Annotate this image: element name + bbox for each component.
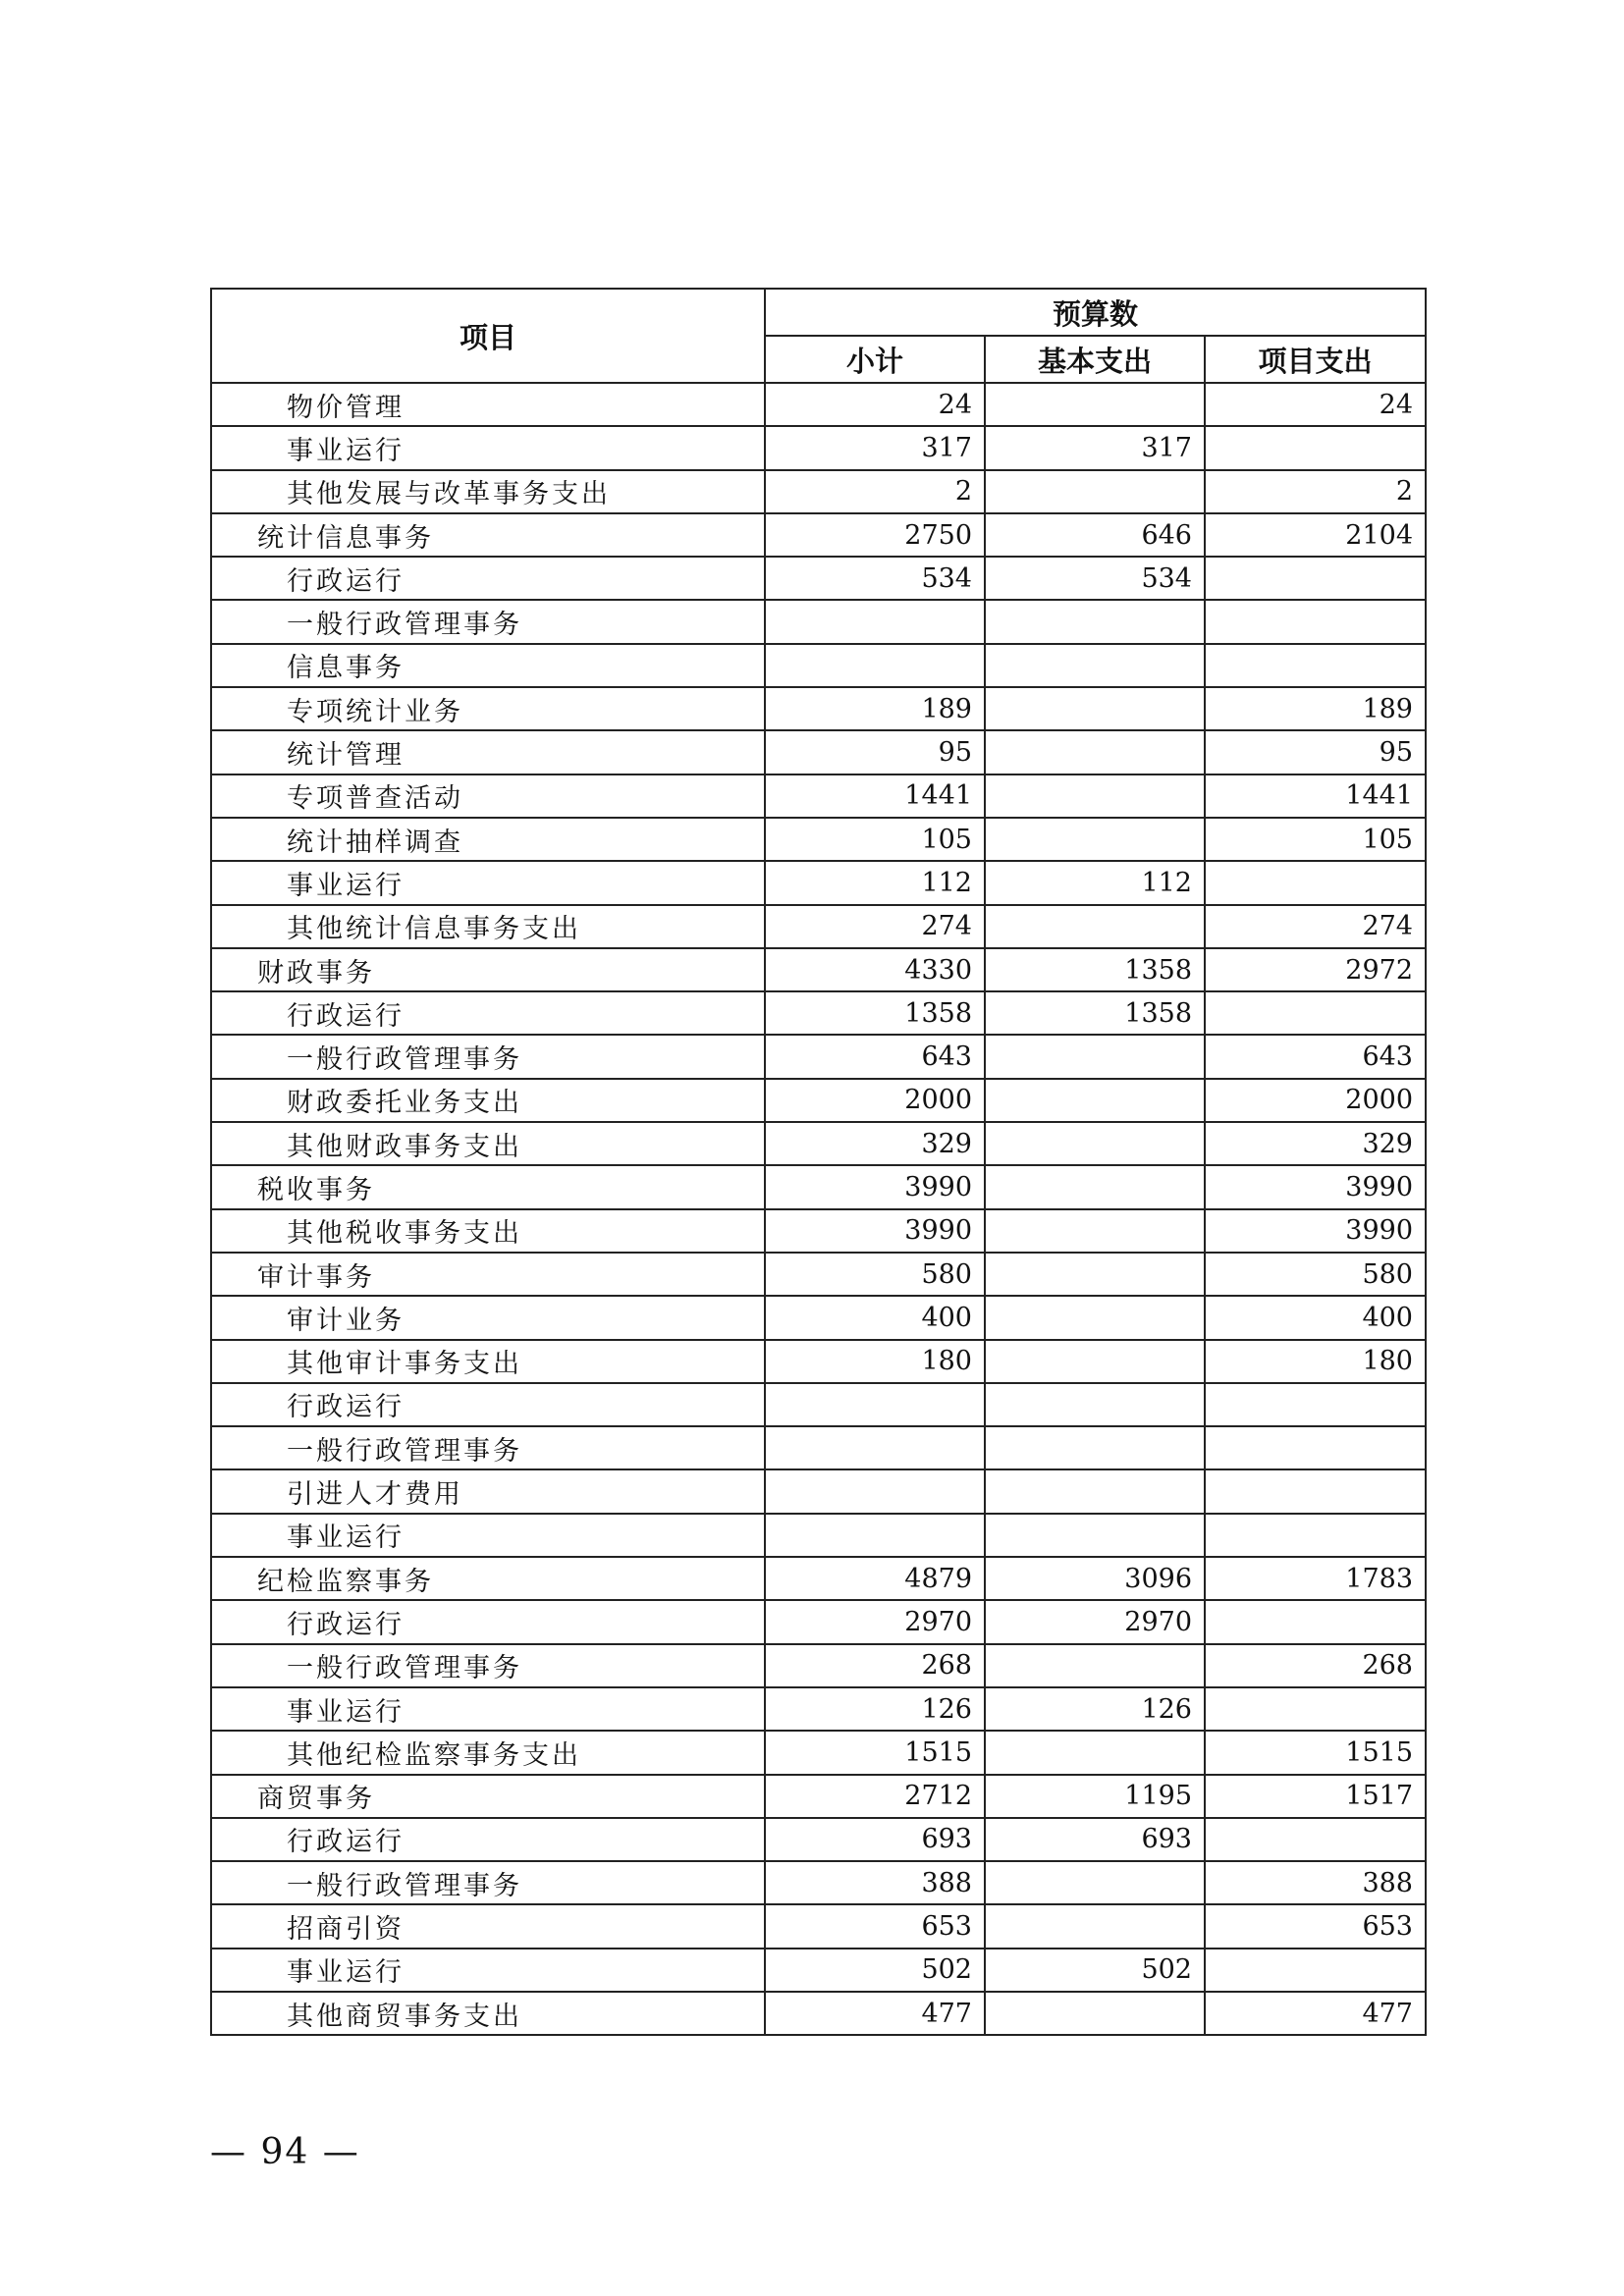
row-item-name: 专项统计业务	[211, 687, 765, 730]
row-item-name: 事业运行	[211, 426, 765, 469]
row-project	[1205, 1600, 1426, 1643]
row-basic	[985, 1340, 1205, 1383]
row-subtotal: 180	[765, 1340, 985, 1383]
table-row	[211, 600, 1426, 643]
header-project: 项目支出	[1205, 336, 1426, 383]
table-row	[211, 1818, 1426, 1861]
row-project	[1205, 1383, 1426, 1426]
row-item-name: 事业运行	[211, 1514, 765, 1557]
table-row	[211, 905, 1426, 948]
table-row	[211, 1035, 1426, 1078]
row-basic	[985, 1992, 1205, 2035]
row-project: 388	[1205, 1861, 1426, 1904]
row-project: 95	[1205, 730, 1426, 774]
row-item-name: 审计业务	[211, 1296, 765, 1339]
table-row	[211, 1079, 1426, 1122]
row-basic	[985, 1731, 1205, 1774]
row-item-name: 行政运行	[211, 1600, 765, 1643]
row-basic	[985, 818, 1205, 861]
row-subtotal: 126	[765, 1687, 985, 1731]
row-project	[1205, 1949, 1426, 1992]
row-project: 643	[1205, 1035, 1426, 1078]
row-subtotal: 388	[765, 1861, 985, 1904]
row-item-name: 一般行政管理事务	[211, 1426, 765, 1469]
table-row	[211, 1687, 1426, 1731]
header-basic: 基本支出	[985, 336, 1205, 383]
row-subtotal: 4330	[765, 948, 985, 991]
row-subtotal: 317	[765, 426, 985, 469]
table-row	[211, 1949, 1426, 1992]
table-row	[211, 948, 1426, 991]
table-row	[211, 1731, 1426, 1774]
row-basic	[985, 383, 1205, 426]
row-subtotal: 653	[765, 1904, 985, 1948]
table-body	[211, 383, 1426, 2035]
page-number: — 94 —	[210, 2132, 360, 2172]
row-basic: 1358	[985, 991, 1205, 1035]
row-project	[1205, 1687, 1426, 1731]
row-subtotal: 477	[765, 1992, 985, 2035]
header-subtotal: 小计	[765, 336, 985, 383]
row-project: 400	[1205, 1296, 1426, 1339]
row-subtotal	[765, 1469, 985, 1513]
table-row	[211, 1557, 1426, 1600]
table-row	[211, 1644, 1426, 1687]
table-row	[211, 1340, 1426, 1383]
row-item-name: 招商引资	[211, 1904, 765, 1948]
table-row	[211, 818, 1426, 861]
table-row	[211, 1469, 1426, 1513]
row-item-name: 一般行政管理事务	[211, 1035, 765, 1078]
row-basic: 317	[985, 426, 1205, 469]
table-row	[211, 470, 1426, 513]
row-item-name: 行政运行	[211, 1818, 765, 1861]
row-project: 1783	[1205, 1557, 1426, 1600]
row-subtotal: 329	[765, 1122, 985, 1165]
row-project: 580	[1205, 1253, 1426, 1296]
row-item-name: 一般行政管理事务	[211, 600, 765, 643]
row-subtotal: 2000	[765, 1079, 985, 1122]
table-row	[211, 513, 1426, 557]
row-subtotal: 643	[765, 1035, 985, 1078]
row-subtotal: 2970	[765, 1600, 985, 1643]
row-project: 3990	[1205, 1165, 1426, 1208]
row-basic	[985, 1426, 1205, 1469]
row-project: 268	[1205, 1644, 1426, 1687]
row-subtotal: 2	[765, 470, 985, 513]
row-project	[1205, 600, 1426, 643]
table-row	[211, 1296, 1426, 1339]
row-project: 105	[1205, 818, 1426, 861]
row-subtotal	[765, 1383, 985, 1426]
row-subtotal: 274	[765, 905, 985, 948]
table-row	[211, 861, 1426, 904]
row-basic	[985, 687, 1205, 730]
row-basic	[985, 600, 1205, 643]
header-budget-group: 预算数	[765, 289, 1426, 336]
row-project: 180	[1205, 1340, 1426, 1383]
table-row	[211, 1122, 1426, 1165]
row-basic	[985, 1904, 1205, 1948]
table-row	[211, 557, 1426, 600]
row-basic	[985, 905, 1205, 948]
row-basic	[985, 1122, 1205, 1165]
row-basic	[985, 1079, 1205, 1122]
row-item-name: 物价管理	[211, 383, 765, 426]
row-item-name: 行政运行	[211, 1383, 765, 1426]
row-basic	[985, 1296, 1205, 1339]
row-basic	[985, 1165, 1205, 1208]
table-row	[211, 1253, 1426, 1296]
row-project: 1515	[1205, 1731, 1426, 1774]
row-item-name: 行政运行	[211, 557, 765, 600]
row-item-name: 其他审计事务支出	[211, 1340, 765, 1383]
row-basic: 693	[985, 1818, 1205, 1861]
row-basic: 1358	[985, 948, 1205, 991]
row-subtotal: 1358	[765, 991, 985, 1035]
row-subtotal: 4879	[765, 1557, 985, 1600]
row-project	[1205, 1514, 1426, 1557]
row-subtotal: 534	[765, 557, 985, 600]
row-basic	[985, 1209, 1205, 1253]
row-project	[1205, 991, 1426, 1035]
budget-table	[210, 288, 1427, 2036]
row-project: 2104	[1205, 513, 1426, 557]
row-subtotal: 3990	[765, 1209, 985, 1253]
row-item-name: 财政事务	[211, 948, 765, 991]
row-subtotal: 502	[765, 1949, 985, 1992]
row-subtotal: 580	[765, 1253, 985, 1296]
table-row	[211, 1992, 1426, 2035]
row-basic	[985, 1514, 1205, 1557]
row-item-name: 专项普查活动	[211, 774, 765, 818]
row-project: 1441	[1205, 774, 1426, 818]
row-subtotal: 2712	[765, 1775, 985, 1818]
row-basic	[985, 1383, 1205, 1426]
row-basic	[985, 1469, 1205, 1513]
row-item-name: 审计事务	[211, 1253, 765, 1296]
row-subtotal: 24	[765, 383, 985, 426]
row-item-name: 事业运行	[211, 861, 765, 904]
table-row	[211, 1209, 1426, 1253]
row-project: 1517	[1205, 1775, 1426, 1818]
row-item-name: 统计抽样调查	[211, 818, 765, 861]
row-item-name: 统计管理	[211, 730, 765, 774]
row-subtotal	[765, 644, 985, 687]
row-project: 2	[1205, 470, 1426, 513]
table-row	[211, 426, 1426, 469]
row-subtotal: 95	[765, 730, 985, 774]
row-item-name: 其他统计信息事务支出	[211, 905, 765, 948]
row-basic	[985, 1861, 1205, 1904]
row-item-name: 纪检监察事务	[211, 1557, 765, 1600]
row-item-name: 其他发展与改革事务支出	[211, 470, 765, 513]
row-basic: 502	[985, 1949, 1205, 1992]
row-project	[1205, 644, 1426, 687]
row-project	[1205, 426, 1426, 469]
table-row	[211, 1514, 1426, 1557]
row-subtotal: 112	[765, 861, 985, 904]
row-item-name: 商贸事务	[211, 1775, 765, 1818]
row-item-name: 其他纪检监察事务支出	[211, 1731, 765, 1774]
row-subtotal: 2750	[765, 513, 985, 557]
row-basic	[985, 730, 1205, 774]
row-item-name: 其他税收事务支出	[211, 1209, 765, 1253]
table-row	[211, 1383, 1426, 1426]
row-basic: 3096	[985, 1557, 1205, 1600]
row-project: 2972	[1205, 948, 1426, 991]
row-item-name: 其他商贸事务支出	[211, 1992, 765, 2035]
row-subtotal: 105	[765, 818, 985, 861]
row-project	[1205, 1818, 1426, 1861]
row-item-name: 事业运行	[211, 1949, 765, 1992]
row-basic: 126	[985, 1687, 1205, 1731]
row-project: 2000	[1205, 1079, 1426, 1122]
row-item-name: 事业运行	[211, 1687, 765, 1731]
row-basic	[985, 1253, 1205, 1296]
table-row	[211, 1165, 1426, 1208]
row-subtotal: 3990	[765, 1165, 985, 1208]
row-basic	[985, 470, 1205, 513]
row-project: 24	[1205, 383, 1426, 426]
row-subtotal	[765, 1426, 985, 1469]
table-row	[211, 1426, 1426, 1469]
row-project: 477	[1205, 1992, 1426, 2035]
row-project: 653	[1205, 1904, 1426, 1948]
row-item-name: 统计信息事务	[211, 513, 765, 557]
table-row	[211, 644, 1426, 687]
row-project	[1205, 861, 1426, 904]
row-item-name: 一般行政管理事务	[211, 1644, 765, 1687]
table-row	[211, 1861, 1426, 1904]
row-subtotal: 1515	[765, 1731, 985, 1774]
table-row	[211, 1904, 1426, 1948]
row-project: 274	[1205, 905, 1426, 948]
row-project: 3990	[1205, 1209, 1426, 1253]
row-item-name: 行政运行	[211, 991, 765, 1035]
row-item-name: 引进人才费用	[211, 1469, 765, 1513]
row-project	[1205, 1469, 1426, 1513]
row-subtotal: 693	[765, 1818, 985, 1861]
row-item-name: 税收事务	[211, 1165, 765, 1208]
row-project	[1205, 1426, 1426, 1469]
table-header	[211, 289, 1426, 383]
row-basic: 646	[985, 513, 1205, 557]
table-row	[211, 730, 1426, 774]
row-project: 189	[1205, 687, 1426, 730]
row-subtotal: 400	[765, 1296, 985, 1339]
row-item-name: 其他财政事务支出	[211, 1122, 765, 1165]
row-subtotal: 1441	[765, 774, 985, 818]
table-row	[211, 991, 1426, 1035]
table-row	[211, 687, 1426, 730]
row-subtotal: 268	[765, 1644, 985, 1687]
row-basic	[985, 774, 1205, 818]
row-project: 329	[1205, 1122, 1426, 1165]
row-project	[1205, 557, 1426, 600]
row-basic: 2970	[985, 1600, 1205, 1643]
row-item-name: 财政委托业务支出	[211, 1079, 765, 1122]
row-subtotal	[765, 1514, 985, 1557]
header-row-1	[211, 289, 1426, 336]
row-basic	[985, 644, 1205, 687]
row-basic: 534	[985, 557, 1205, 600]
table-row	[211, 383, 1426, 426]
row-item-name: 信息事务	[211, 644, 765, 687]
row-item-name: 一般行政管理事务	[211, 1861, 765, 1904]
row-subtotal: 189	[765, 687, 985, 730]
header-item: 项目	[211, 289, 765, 383]
row-subtotal	[765, 600, 985, 643]
row-basic: 1195	[985, 1775, 1205, 1818]
row-basic	[985, 1644, 1205, 1687]
table-row	[211, 1600, 1426, 1643]
row-basic: 112	[985, 861, 1205, 904]
table-row	[211, 774, 1426, 818]
row-basic	[985, 1035, 1205, 1078]
table-row	[211, 1775, 1426, 1818]
